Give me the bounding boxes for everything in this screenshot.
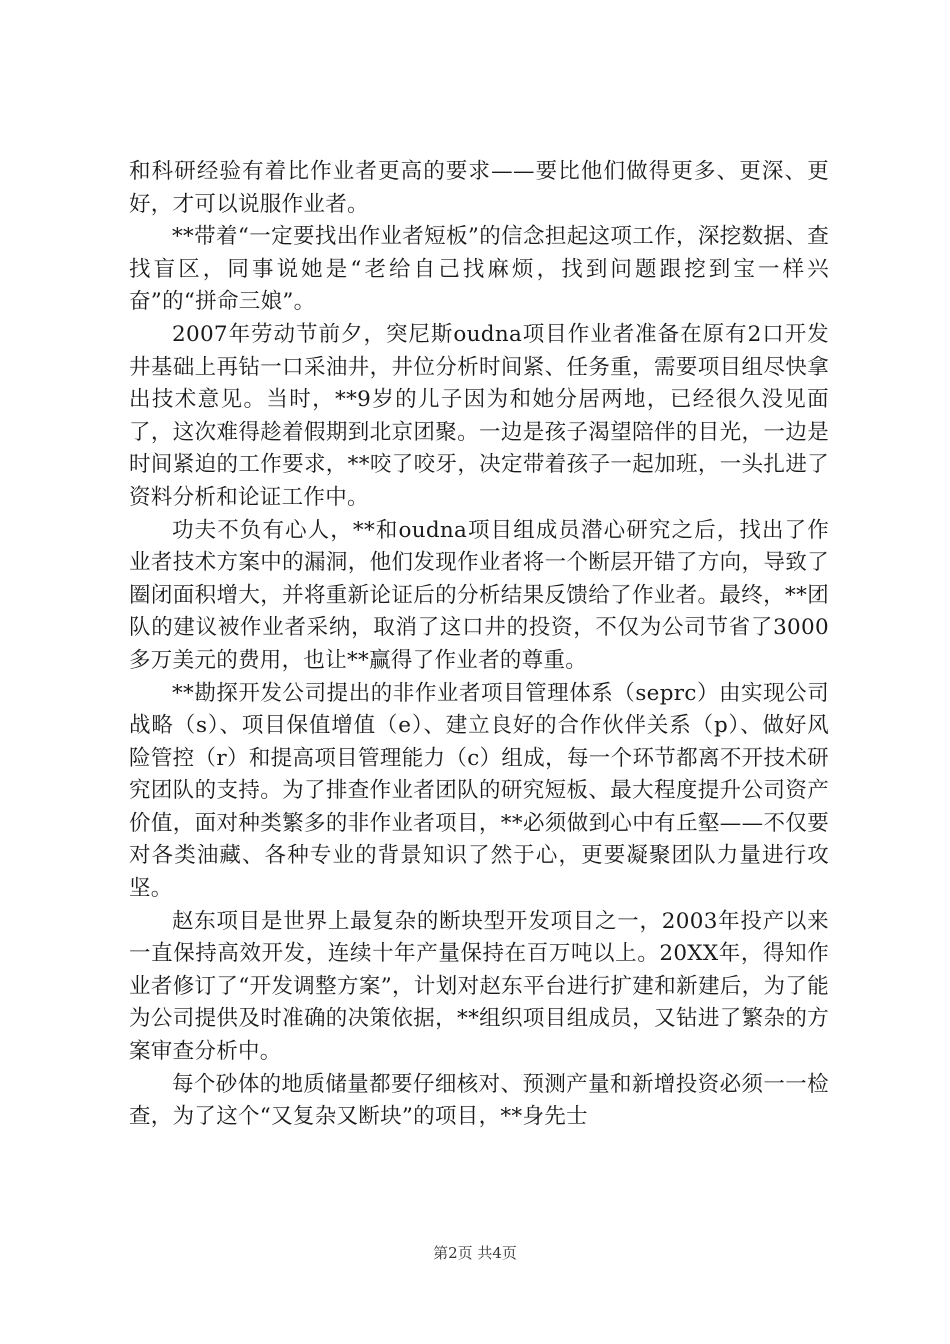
paragraph-1: 和科研经验有着比作业者更高的要求——要比他们做得更多、更深、更好，才可以说服作业者。 bbox=[129, 159, 829, 217]
page-number-footer: 第2页 共4页 bbox=[433, 1244, 517, 1262]
paragraph-3: 2007年劳动节前夕，突尼斯oudna项目作业者准备在原有2口开发井基础上再钻一口采油井，井位分析时间紧、任务重，需要项目组尽快拿出技术意见。当时，**9岁的儿子因为和她分居两地，已经很久没见面了，这次难得趁着假期到北京团聚。一边是孩子渴望陪伴的目光，一边是时间紧迫的工作要求，**咬了咬牙，决定带着孩子一起加班，一头扎进了资料分析和论证工作中。 bbox=[129, 321, 829, 510]
paragraph-7: 每个砂体的地质储量都要仔细核对、预测产量和新增投资必须一一检查，为了这个“又复杂又断块”的项目，**身先士 bbox=[129, 1071, 829, 1130]
paragraph-6: 赵东项目是世界上最复杂的断块型开发项目之一，2003年投产以来一直保持高效开发，连续十年产量保持在百万吨以上。20XX年，得知作业者修订了“开发调整方案”，计划对赵东平台进行扩建和新建后，为了能为公司提供及时准确的决策依据，**组织项目组成员，又钻进了繁杂的方案审查分析中。 bbox=[129, 908, 829, 1065]
paragraph-2: **带着“一定要找出作业者短板”的信念担起这项工作，深挖数据、查找盲区，同事说她是“老给自己找麻烦，找到问题跟挖到宝一样兴奋”的“拼命三娘”。 bbox=[129, 224, 829, 315]
document-body bbox=[129, 156, 829, 1134]
paragraph-4: 功夫不负有心人，**和oudna项目组成员潜心研究之后，找出了作业者技术方案中的漏洞，他们发现作业者将一个断层开错了方向，导致了圈闭面积增大，并将重新论证后的分析结果反馈给了作业者。最终，**团队的建议被作业者采纳，取消了这口井的投资，不仅为公司节省了3000多万美元的费用，也让**赢得了作业者的尊重。 bbox=[129, 517, 829, 673]
paragraph-5: **勘探开发公司提出的非作业者项目管理体系（seprc）由实现公司战略（s）、项目保值增值（e）、建立良好的合作伙伴关系（p）、做好风险管控（r）和提高项目管理能力（c）组成，每一个环节都离不开技术研究团队的支持。为了排查作业者团队的研究短板、最大程度提升公司资产价值，面对种类繁多的非作业者项目，**必须做到心中有丘壑——不仅要对各类油藏、各种专业的背景知识了然于心，更要凝聚团队力量进行攻坚。 bbox=[129, 680, 829, 902]
